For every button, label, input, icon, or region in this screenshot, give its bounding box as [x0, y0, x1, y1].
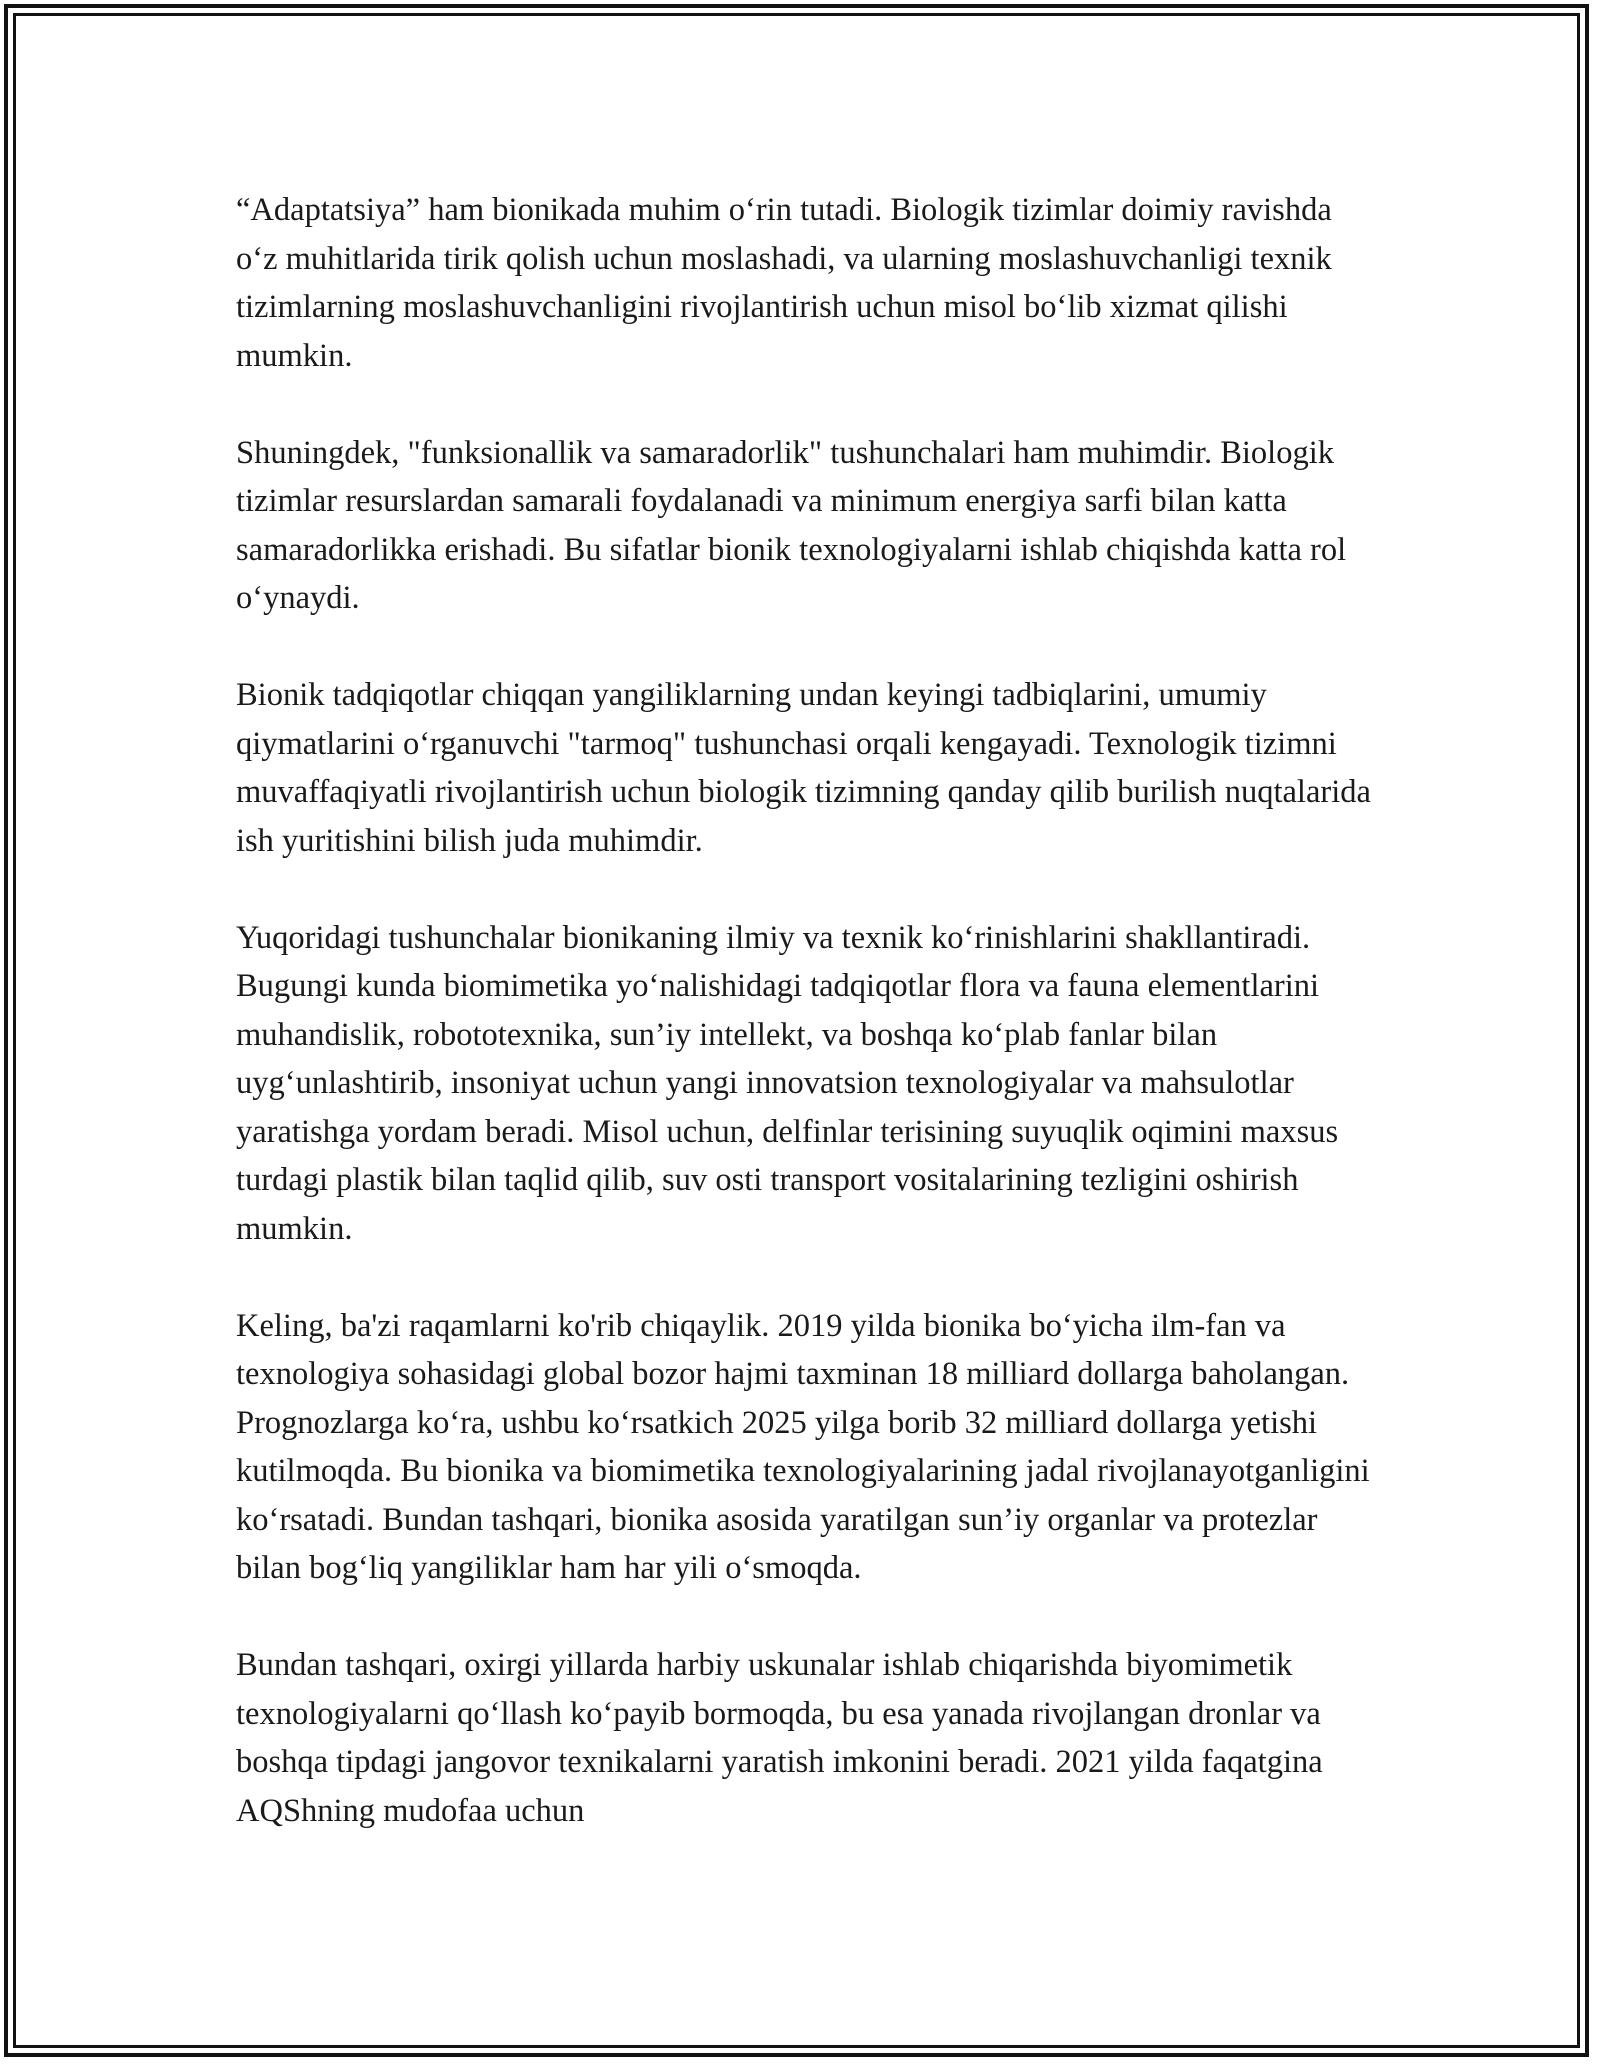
paragraph-network: Bionik tadqiqotlar chiqqan yangiliklarning undan keyingi tadbiqlarini, umumiy qiymatlarini oʻrganuvchi "tarmoq" tushunchasi orqali kengayadi. Texnologik tizimni muvaffaqiyatli rivojlantirish uchun biologik tizimning qanday qilib burilish nuqtalarida ish yuritishini bilish juda muhimdir.: [236, 677, 1371, 859]
paragraph-market-figures: Keling, ba'zi raqamlarni ko'rib chiqaylik. 2019 yilda bionika boʻyicha ilm-fan va texnologiya sohasidagi global bozor hajmi taxminan 18 milliard dollarga baholangan. Prognozlarga koʻra, ushbu koʻrsatkich 2025 yilga borib 32 milliard dollarga yetishi kutilmoqda. Bu bionika va biomimetika texnologiyalarining jadal rivojlanayotganligini koʻrsatadi. Bundan tashqari, bionika asosida yaratilgan sun’iy organlar va protezlar bilan bogʻliq yangiliklar ham har yili oʻsmoqda.: [236, 1307, 1370, 1586]
paragraph-military: Bundan tashqari, oxirgi yillarda harbiy uskunalar ishlab chiqarishda biyomimetik texnologiyalarni qoʻllash koʻpayib bormoqda, bu esa yanada rivojlangan dronlar va boshqa tipdagi jangovor texnikalarni yaratish imkonini beradi. 2021 yilda faqatgina AQShning mudofaa uchun: [236, 1647, 1323, 1829]
paragraph-biomimetics: Yuqoridagi tushunchalar bionikaning ilmiy va texnik koʻrinishlarini shakllantiradi. Bugungi kunda biomimetika yoʻnalishidagi tadqiqotlar flora va fauna elementlarini muhandislik, robototexnika, sun’iy intellekt, va boshqa koʻplab fanlar bilan uygʻunlashtirib, insoniyat uchun yangi innovatsion texnologiyalar va mahsulotlar yaratishga yordam beradi. Misol uchun, delfinlar terisining suyuqlik oqimini maxsus turdagi plastik bilan taqlid qilib, suv osti transport vositalarining tezligini oshirish mumkin.: [236, 919, 1339, 1247]
paragraph-functionality: Shuningdek, "funksionallik va samaradorlik" tushunchalari ham muhimdir. Biologik tizimlar resurslardan samarali foydalanadi va minimum energiya sarfi bilan katta samaradorlikka erishadi. Bu sifatlar bionik texnologiyalarni ishlab chiqishda katta rol oʻynaydi.: [236, 434, 1347, 616]
document-body: [236, 186, 1376, 1835]
paragraph-adaptation: “Adaptatsiya” ham bionikada muhim oʻrin tutadi. Biologik tizimlar doimiy ravishda oʻz muhitlarida tirik qolish uchun moslashadi, va ularning moslashuvchanligi texnik tizimlarning moslashuvchanligini rivojlantirish uchun misol boʻlib xizmat qilishi mumkin.: [236, 192, 1332, 374]
